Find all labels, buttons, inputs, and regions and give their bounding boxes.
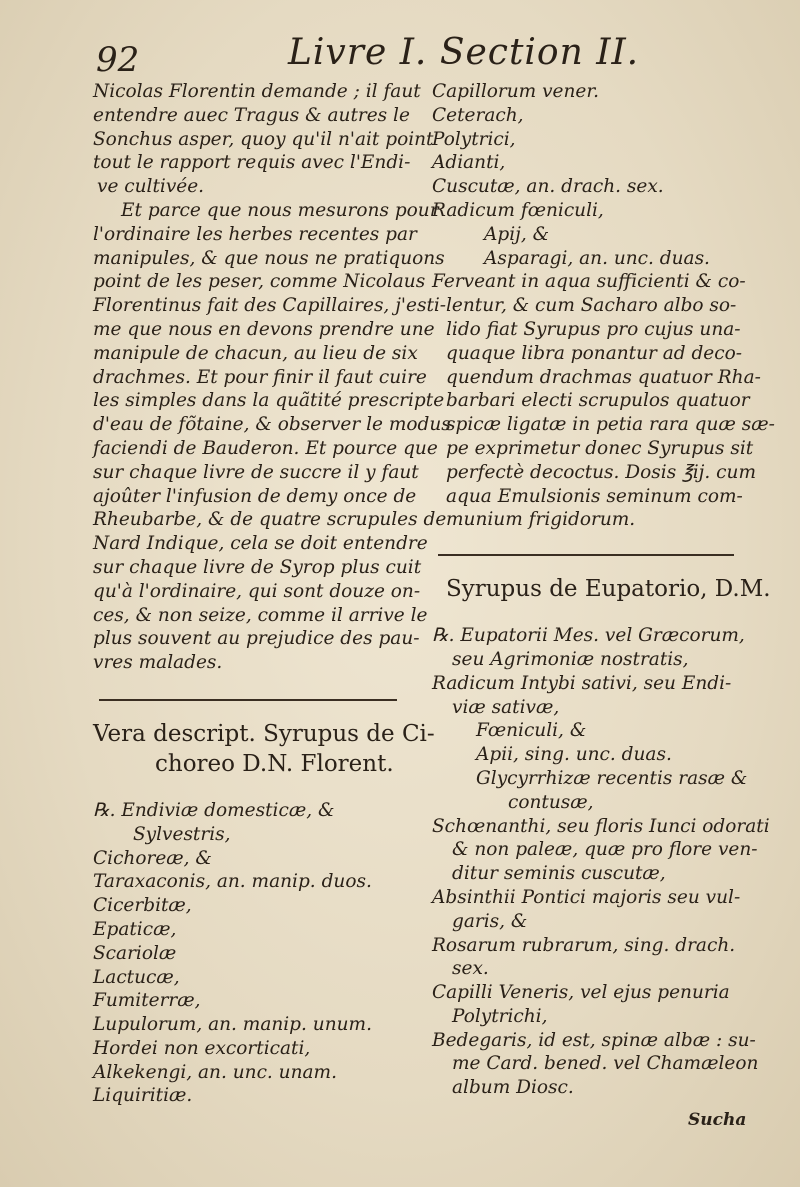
recipe-line: Hordei non excorticati, bbox=[93, 1037, 311, 1059]
recipe-line: quaque libra ponantur ad deco- bbox=[446, 342, 743, 364]
recipe-line: ℞. Endiviæ domesticæ, & bbox=[93, 799, 335, 821]
recipe-line: Capillorum vener. bbox=[432, 81, 600, 102]
text-line: point de les peser, comme Nicolaus bbox=[93, 271, 426, 293]
recipe-line: Absinthii Pontici majoris seu vul- bbox=[432, 886, 741, 908]
recipe-line: Bedegaris, id est, spinæ albæ : su- bbox=[432, 1029, 756, 1051]
recipe-line: lentur, & cum Sacharo albo so- bbox=[446, 295, 737, 317]
recipe-line: lido fiat Syrupus pro cujus una- bbox=[446, 318, 741, 340]
right-column bbox=[432, 80, 775, 1100]
recipe-line: Apij, & bbox=[484, 223, 550, 245]
text-line: Et parce que nous mesurons pour bbox=[121, 199, 439, 221]
catchword: Sucha bbox=[688, 1110, 747, 1130]
heading-line: Vera descript. Syrupus de Ci- bbox=[93, 720, 435, 747]
text-line: entendre auec Tragus & autres le bbox=[93, 104, 410, 126]
recipe-line: aqua Emulsionis seminum com- bbox=[446, 485, 743, 507]
section-heading bbox=[93, 719, 435, 779]
recipe-line: spicæ ligatæ in petia rara quæ sæ- bbox=[446, 414, 775, 436]
recipe-line: Taraxaconis, an. manip. duos. bbox=[93, 871, 372, 893]
text-line: ajoûter l'infusion de demy once de bbox=[93, 485, 417, 507]
recipe-line: Rosarum rubrarum, sing. drach. bbox=[432, 934, 736, 956]
recipe-list bbox=[432, 624, 770, 1100]
recipe-line: barbari electi scrupulos quatuor bbox=[446, 390, 750, 412]
recipe-line: Lactucæ, bbox=[93, 966, 180, 988]
text-line: les simples dans la quãtité prescripte bbox=[93, 390, 445, 412]
recipe-line: Ceterach, bbox=[432, 104, 524, 126]
recipe-line: Radicum Intybi sativi, seu Endi- bbox=[432, 672, 732, 694]
text-line: drachmes. Et pour finir il faut cuire bbox=[93, 366, 427, 388]
heading-line: choreo D.N. Florent. bbox=[155, 750, 394, 777]
text-line: tout le rapport requis avec l'Endi- bbox=[93, 152, 411, 174]
recipe-line: me Card. bened. vel Chamæleon bbox=[452, 1053, 759, 1075]
section-heading bbox=[432, 574, 771, 604]
recipe-line: Cicerbitæ, bbox=[93, 895, 192, 917]
left-paragraph bbox=[93, 80, 451, 675]
text-line: manipules, & que nous ne pratiquons bbox=[93, 247, 445, 269]
text-line: plus souvent au prejudice des pau- bbox=[93, 628, 420, 650]
text-line: Rheubarbe, & de quatre scrupules de bbox=[93, 509, 447, 531]
recipe-line: Polytrici, bbox=[432, 128, 516, 150]
text-line: Nicolas Florentin demande ; il faut bbox=[93, 81, 421, 102]
left-column bbox=[93, 80, 451, 1108]
text-line: vres malades. bbox=[93, 652, 223, 674]
recipe-line: Alkekengi, an. unc. unam. bbox=[93, 1061, 337, 1083]
recipe-line: & non paleæ, quæ pro flore ven- bbox=[452, 839, 758, 861]
recipe-line: pe exprimetur donec Syrupus sit bbox=[446, 437, 754, 459]
recipe-line: ℞. Eupatorii Mes. vel Græcorum, bbox=[432, 625, 745, 647]
recipe-line: Glycyrrhizæ recentis rasæ & bbox=[476, 767, 748, 789]
recipe-line: Polytrichi, bbox=[452, 1005, 548, 1027]
text-line: Nard Indique, cela se doit entendre bbox=[93, 533, 428, 555]
text-line: me que nous en devons prendre une bbox=[93, 318, 435, 340]
recipe-line: Epaticæ, bbox=[93, 918, 177, 940]
text-line: sur chaque livre de Syrop plus cuit bbox=[93, 556, 422, 578]
recipe-line: quendum drachmas quatuor Rha- bbox=[446, 366, 761, 388]
recipe-line: garis, & bbox=[452, 910, 528, 932]
recipe-line: munium frigidorum. bbox=[446, 509, 636, 531]
recipe-line: contusæ, bbox=[508, 791, 594, 813]
text-line: manipule de chacun, au lieu de six bbox=[93, 342, 418, 364]
text-line: Florentinus fait des Capillaires, j'esti- bbox=[93, 295, 447, 317]
recipe-line: Lupulorum, an. manip. unum. bbox=[93, 1014, 372, 1036]
recipe-line: Liquiritiæ. bbox=[93, 1085, 193, 1107]
text-line: Sonchus asper, quoy qu'il n'ait point bbox=[93, 128, 434, 150]
text-line: l'ordinaire les herbes recentes par bbox=[93, 223, 417, 245]
recipe-list bbox=[93, 799, 413, 1108]
running-head: Livre I. Section II. bbox=[288, 32, 640, 73]
recipe-line: sex. bbox=[452, 958, 489, 980]
recipe-line: seu Agrimoniæ nostratis, bbox=[452, 648, 689, 670]
recipe-line: Capilli Veneris, vel ejus penuria bbox=[432, 982, 730, 1004]
section-rule bbox=[438, 554, 734, 556]
text-line: qu'à l'ordinaire, qui sont douze on- bbox=[93, 580, 421, 602]
recipe-line: ditur seminis cuscutæ, bbox=[452, 863, 666, 885]
recipe-line: Radicum fœniculi, bbox=[432, 199, 604, 221]
text-line: d'eau de fõtaine, & observer le modus bbox=[93, 414, 451, 436]
recipe-line: Schœnanthi, seu floris Iunci odorati bbox=[432, 815, 770, 837]
recipe-line: Adianti, bbox=[432, 152, 506, 174]
recipe-line: Ferveant in aqua sufficienti & co- bbox=[432, 271, 746, 293]
recipe-line: Cichoreæ, & bbox=[93, 847, 212, 869]
text-line: faciendi de Bauderon. Et pource que bbox=[93, 437, 438, 459]
recipe-line: Fumiterræ, bbox=[93, 990, 201, 1012]
recipe-line: album Diosc. bbox=[452, 1077, 574, 1099]
recipe-line: Asparagi, an. unc. duas. bbox=[484, 247, 710, 269]
recipe-line: Scariolæ bbox=[93, 942, 177, 964]
page-number: 92 bbox=[96, 40, 140, 80]
text-line: ve cultivée. bbox=[97, 176, 205, 198]
text-line: sur chaque livre de succre il y faut bbox=[93, 461, 419, 483]
recipe-list bbox=[432, 80, 775, 532]
recipe-line: Fœniculi, & bbox=[476, 720, 587, 742]
heading-line: Syrupus de Eupatorio, D.M. bbox=[446, 576, 771, 603]
recipe-line: Cuscutæ, an. drach. sex. bbox=[432, 176, 664, 198]
recipe-line: perfectè decoctus. Dosis ℥ij. cum bbox=[446, 461, 756, 483]
section-rule bbox=[99, 699, 397, 701]
recipe-line: Sylvestris, bbox=[133, 823, 231, 845]
text-line: ces, & non seize, comme il arrive le bbox=[93, 604, 428, 626]
recipe-line: viæ sativæ, bbox=[452, 696, 560, 718]
recipe-line: Apii, sing. unc. duas. bbox=[476, 744, 672, 766]
